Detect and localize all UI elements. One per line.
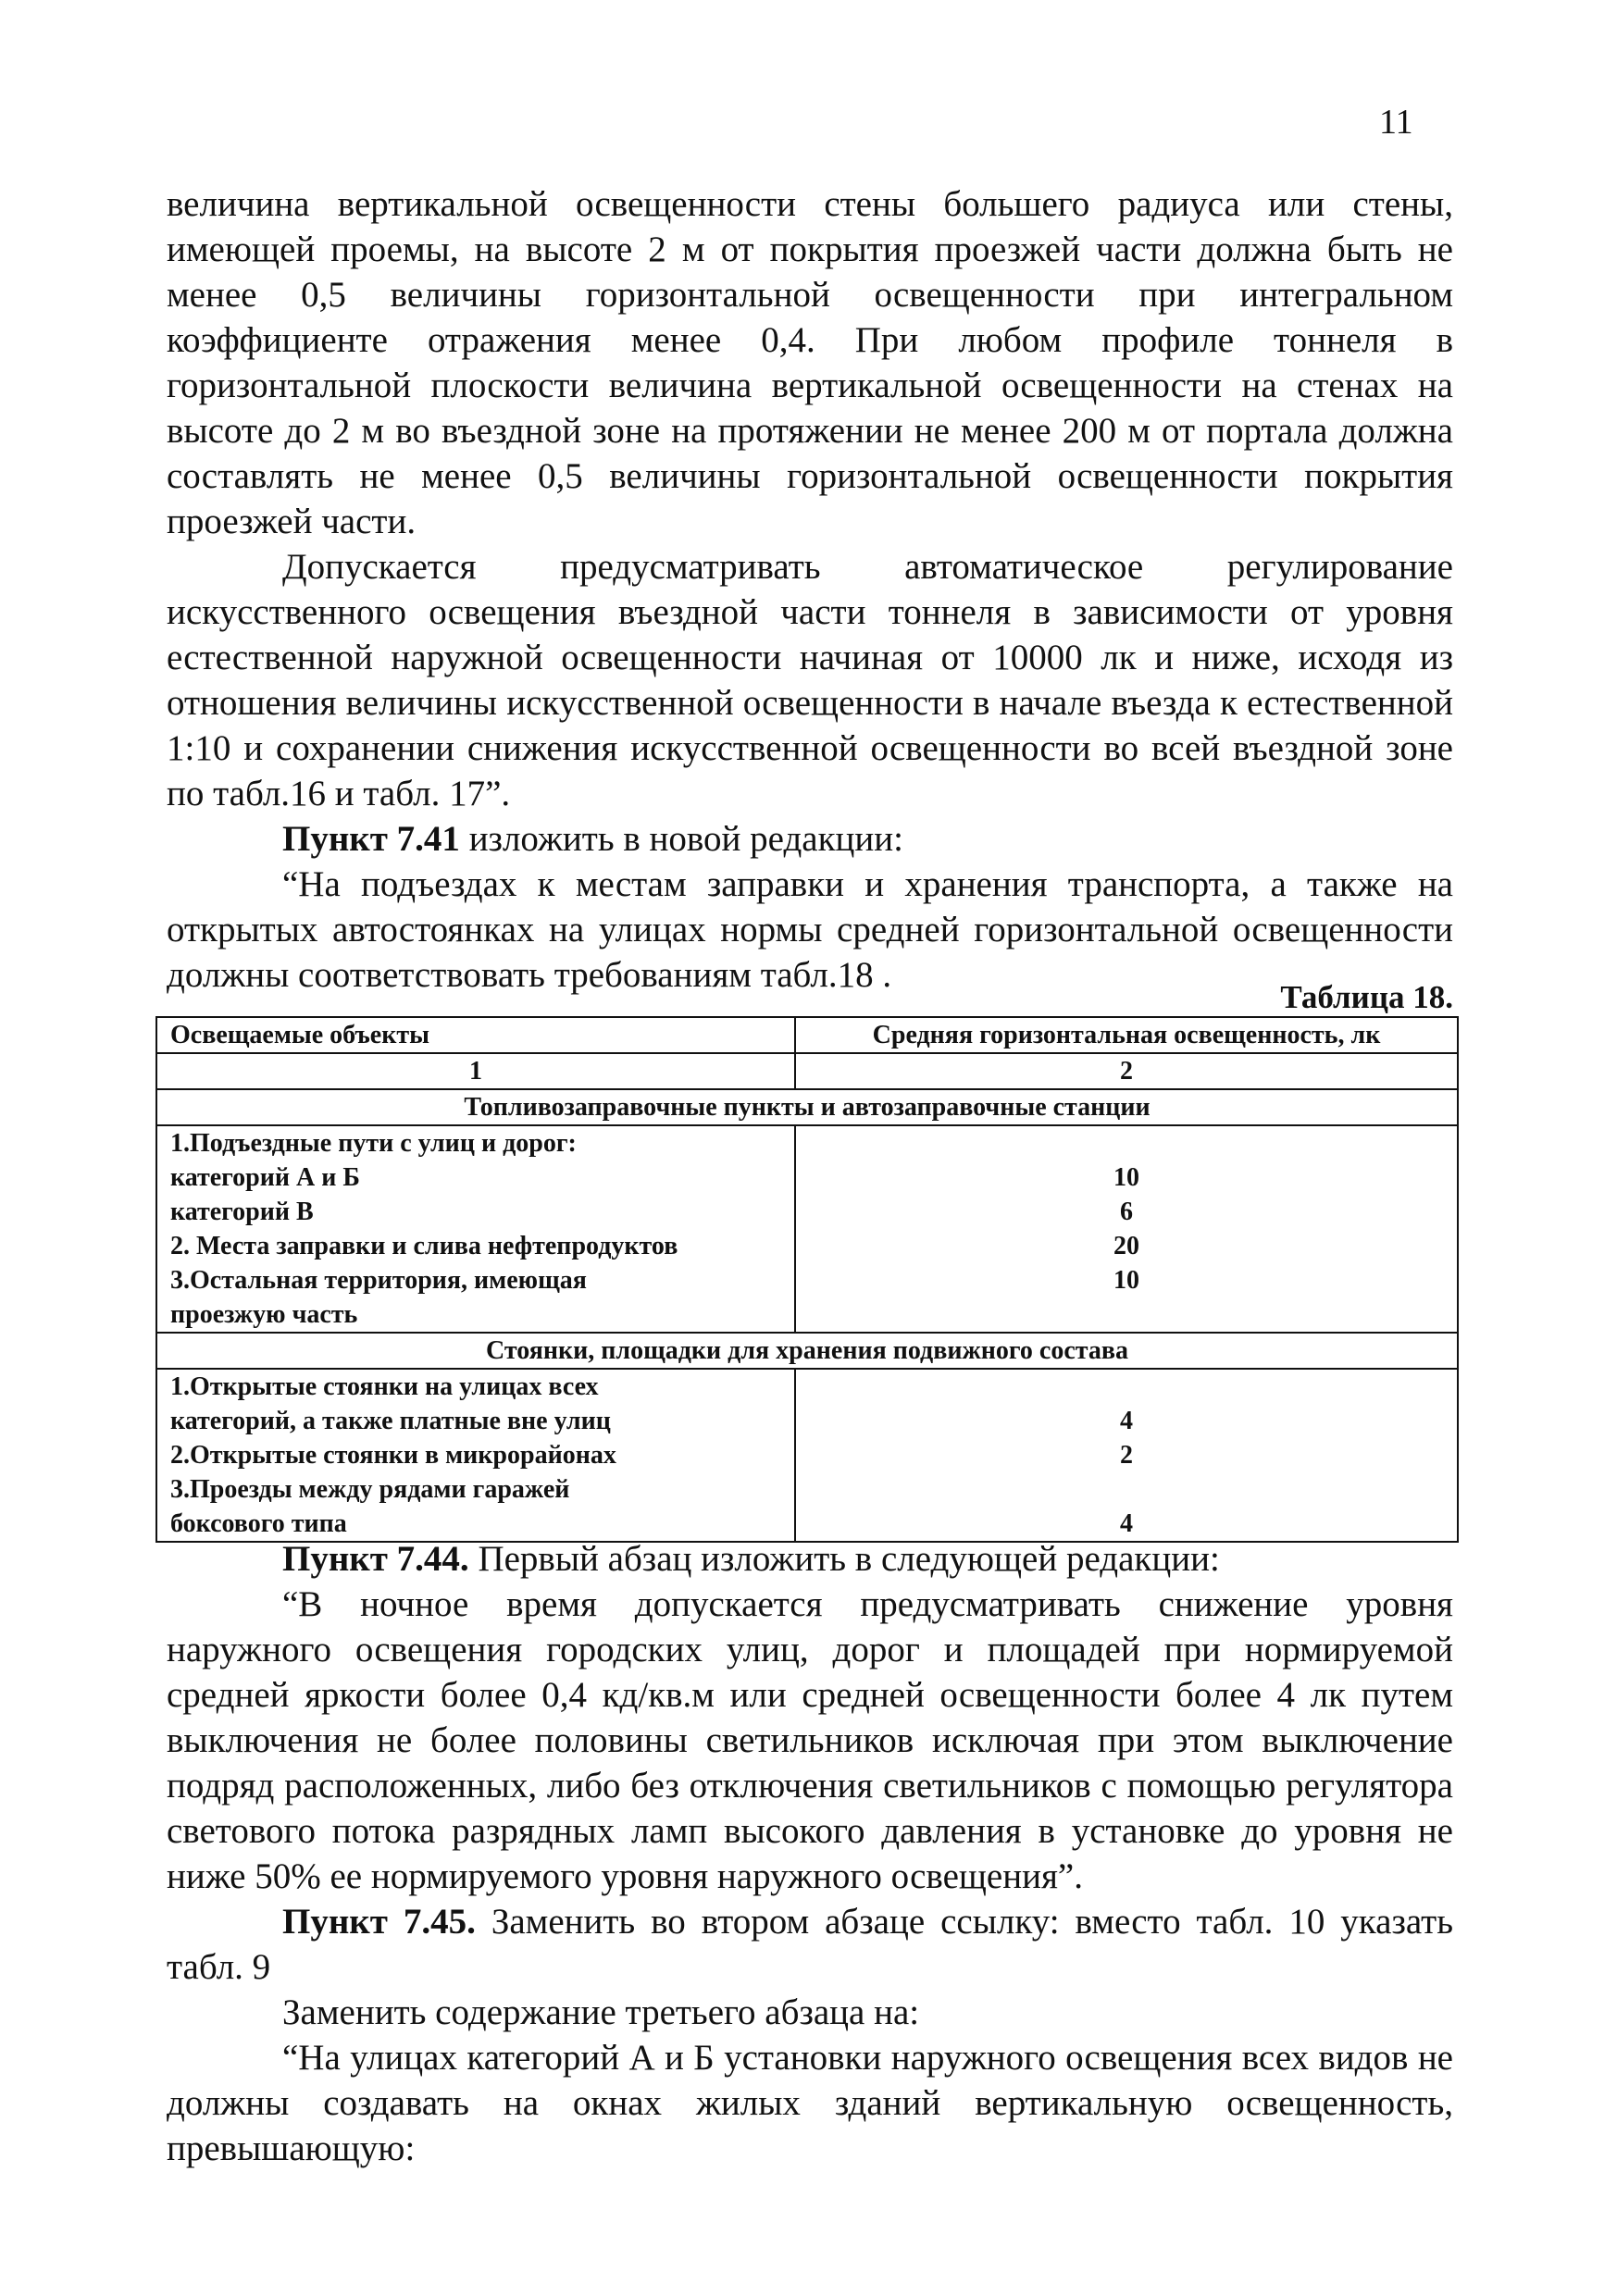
clause-7-45-label: Пункт 7.45. [282,1902,476,1942]
table-value: 20 [1113,1232,1139,1260]
section-title: Топливозаправочные пункты и автозаправочные станции [156,1089,1458,1125]
section-row-parking [156,1333,1458,1369]
table-caption: Таблица 18. [1280,979,1453,1015]
table-line: 2. Места заправки и слива нефтепродуктов [170,1232,678,1260]
norms-table [155,1016,1459,1543]
clause-7-45-quote: “На улицах категорий А и Б установки наружного освещения всех видов не должны создавать на окнах жилых зданий вертикальную освещенность, превышающую: [167,2038,1453,2168]
table-value: 10 [1113,1163,1139,1192]
section-body-parking [156,1369,1458,1542]
section-values [795,1125,1458,1333]
section-items [156,1369,795,1542]
table-value [809,1370,1444,1404]
table-value: 2 [1120,1441,1133,1470]
table-line: 3.Остальная территория, имеющая [170,1266,587,1295]
clause-7-41-quote: “На подъездах к местам заправки и хранения транспорта, а также на открытых автостоянках на улицах нормы средней горизонтальной освещенности должны соответствовать требованиям табл.18 . [167,864,1453,995]
table-line: категорий А и Б [170,1163,360,1192]
paragraph-continuation: величина вертикальной освещенности стены большего радиуса или стены, имеющей проемы, на высоте 2 м от покрытия проезжей части должна быть не менее 0,5 величины горизонтальной освещенности при интегральном коэффициенте отражения менее 0,4. При любом профиле тоннеля в горизонтальной плоскости величина вертикальной освещенности на стенах на высоте до 2 м во въездной зоне на протяжении не менее 200 м от портала должна составлять не менее 0,5 величины горизонтальной освещенности покрытия проезжей части. [167,184,1453,541]
table-header-row [156,1017,1458,1053]
table-value [809,1472,1444,1507]
header-objects: Освещаемые объекты [156,1017,795,1053]
clause-7-45 [167,1899,1453,1990]
column-number-1: 1 [156,1053,795,1089]
clause-7-44-text: Первый абзац изложить в следующей редакции: [468,1539,1220,1579]
table-value [809,1126,1444,1160]
clause-7-44 [167,1536,1453,1582]
bottom-paragraphs [167,1536,1453,2171]
table-line: 1.Открытые стоянки на улицах всех [170,1372,599,1401]
section-body-fuel [156,1125,1458,1333]
table-value: 4 [1120,1509,1133,1538]
table-value: 4 [1120,1407,1133,1435]
table-line: 3.Проезды между рядами гаражей [170,1475,570,1504]
table-line: категорий, а также платные вне улиц [170,1407,611,1435]
section-items [156,1125,795,1333]
section-values [795,1369,1458,1542]
top-paragraphs [167,181,1453,998]
clause-7-41 [167,816,1453,862]
table-line: 1.Подъездные пути с улиц и дорог: [170,1129,577,1158]
clause-7-44-quote: “В ночное время допускается предусматривать снижение уровня наружного освещения городских улиц, дорог и площадей при нормируемой средней яркости более 0,4 кд/кв.м или средней освещенности более 4 лк путем выключения не более половины светильников исключая при этом выключение подряд расположенных, либо без отключения светильников с помощью регулятора светового потока разрядных ламп высокого давления в установке до уровня не ниже 50% ее нормируемого уровня наружного освещения”. [167,1584,1453,1896]
column-number-2: 2 [795,1053,1458,1089]
header-illuminance: Средняя горизонтальная освещенность, лк [795,1017,1458,1053]
table-value: 6 [1120,1198,1133,1226]
column-number-row [156,1053,1458,1089]
table-line: 2.Открытые стоянки в микрорайонах [170,1441,616,1470]
table-line: проезжую часть [170,1300,358,1329]
table-value: 10 [1113,1266,1139,1295]
clause-7-45-text: Заменить во втором абзаце ссылку: вместо табл. 10 указать табл. 9 [167,1902,1453,1987]
section-title: Стоянки, площадки для хранения подвижного состава [156,1333,1458,1369]
section-row-fuel [156,1089,1458,1125]
table-line: боксового типа [170,1509,347,1538]
clause-7-41-label: Пункт 7.41 [282,819,460,859]
paragraph-auto-regulation: Допускается предусматривать автоматическое регулирование искусственного освещения въездной части тоннеля в зависимости от уровня естественной наружной освещенности начиная от 10000 лк и ниже, исходя из отношения величины искусственной освещенности в начале въезда к естественной 1:10 и сохранении снижения искусственной освещенности во всей въездной зоне по табл.16 и табл. 17”. [167,547,1453,813]
page-number: 11 [1379,103,1413,142]
clause-7-45-replace: Заменить содержание третьего абзаца на: [282,1992,920,2032]
table-line: категорий В [170,1198,314,1226]
clause-7-41-text: изложить в новой редакции: [459,819,904,859]
clause-7-44-label: Пункт 7.44. [282,1539,469,1579]
